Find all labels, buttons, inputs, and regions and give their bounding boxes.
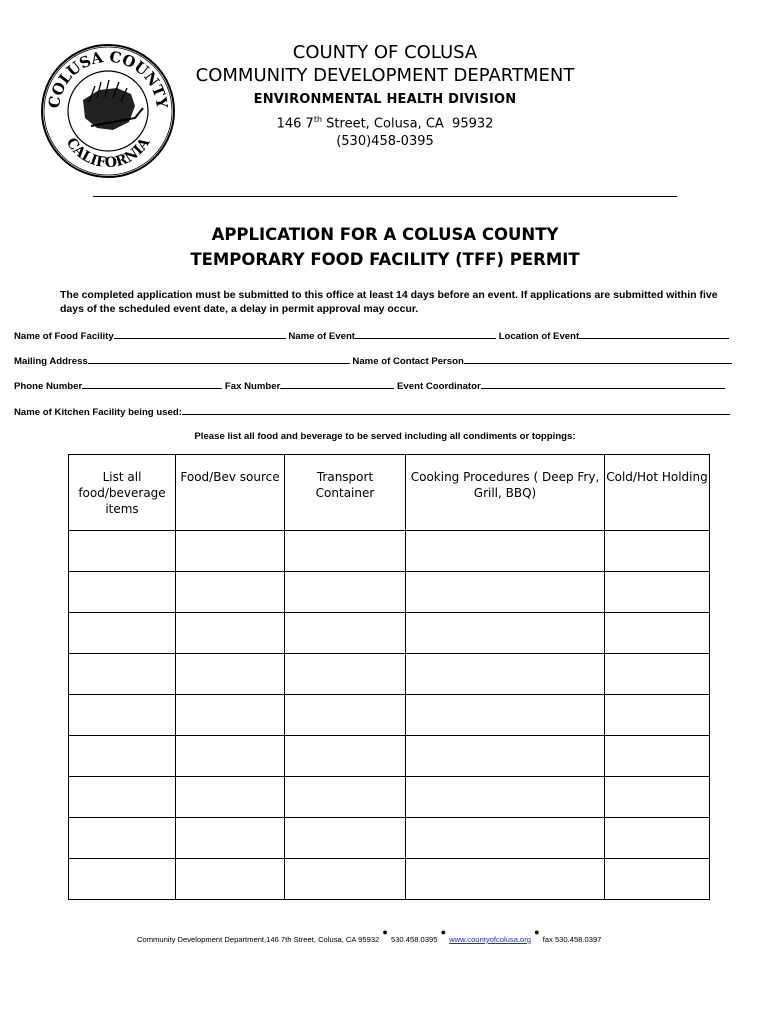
- header-divider: [93, 196, 677, 197]
- table-row: [69, 531, 710, 572]
- table-cell[interactable]: [176, 613, 285, 654]
- table-cell[interactable]: [176, 531, 285, 572]
- coordinator-field[interactable]: [481, 379, 725, 389]
- table-cell[interactable]: [176, 654, 285, 695]
- table-cell[interactable]: [176, 818, 285, 859]
- form-title-line1: APPLICATION FOR A COLUSA COUNTY: [211, 225, 559, 244]
- mailing-address-field[interactable]: [88, 354, 350, 364]
- table-cell[interactable]: [406, 777, 605, 818]
- table-row: [69, 654, 710, 695]
- table-cell[interactable]: [285, 613, 406, 654]
- table-cell[interactable]: [605, 613, 710, 654]
- seal-bottom-text: CALIFORNIA: [62, 135, 154, 172]
- county-name: COUNTY OF COLUSA: [292, 42, 478, 63]
- phone-field[interactable]: [82, 379, 222, 389]
- table-cell[interactable]: [69, 736, 176, 777]
- table-row: [69, 777, 710, 818]
- location-label: Location of Event: [498, 331, 580, 342]
- county-seal-logo: [39, 42, 177, 180]
- table-cell[interactable]: [285, 572, 406, 613]
- table-row: [69, 695, 710, 736]
- mailing-address-label: Mailing Address: [14, 356, 88, 367]
- food-table: [68, 454, 710, 900]
- table-cell[interactable]: [406, 613, 605, 654]
- table-cell[interactable]: [605, 859, 710, 900]
- food-facility-field[interactable]: [114, 329, 286, 339]
- col-transport: Transport Container: [285, 455, 406, 531]
- table-row: [69, 859, 710, 900]
- table-row: [69, 572, 710, 613]
- form-title: [100, 222, 670, 272]
- table-cell[interactable]: [605, 654, 710, 695]
- table-row: [69, 736, 710, 777]
- table-cell[interactable]: [285, 531, 406, 572]
- table-cell[interactable]: [406, 531, 605, 572]
- event-name-label: Name of Event: [288, 331, 356, 342]
- table-cell[interactable]: [605, 531, 710, 572]
- form-row-4: [14, 405, 754, 418]
- table-cell[interactable]: [605, 736, 710, 777]
- table-cell[interactable]: [285, 695, 406, 736]
- coordinator-label: Event Coordinator: [397, 381, 481, 392]
- table-cell[interactable]: [285, 777, 406, 818]
- contact-person-field[interactable]: [464, 354, 732, 364]
- food-facility-label: Name of Food Facility: [14, 331, 114, 342]
- footer-website-link[interactable]: www.countyofcolusa.org: [449, 935, 532, 944]
- table-row: [69, 613, 710, 654]
- bullet-icon: ●: [382, 927, 388, 937]
- seal-top-text: COLUSA COUNTY: [44, 47, 172, 110]
- intro-text: The completed application must be submitted to this office at least 14 days before an event. If applications are submitted within five days of the scheduled event date, a delay in permit approval may occur.: [60, 289, 718, 315]
- table-instruction: Please list all food and beverage to be served including all condiments or toppings:: [194, 431, 576, 442]
- fax-label: Fax Number: [224, 381, 281, 392]
- table-cell[interactable]: [406, 654, 605, 695]
- col-holding: Cold/Hot Holding: [605, 455, 710, 531]
- office-phone: (530)458-0395: [336, 134, 434, 150]
- event-name-field[interactable]: [355, 329, 496, 339]
- table-cell[interactable]: [605, 818, 710, 859]
- phone-label: Phone Number: [14, 381, 83, 392]
- col-cooking: Cooking Procedures ( Deep Fry, Grill, BBQ): [406, 455, 605, 531]
- table-cell[interactable]: [406, 736, 605, 777]
- table-cell[interactable]: [285, 736, 406, 777]
- table-cell[interactable]: [285, 654, 406, 695]
- table-cell[interactable]: [69, 531, 176, 572]
- col-food-items: List all food/beverage items: [69, 455, 176, 531]
- footer-fax: fax 530.458.0397: [542, 935, 602, 944]
- fax-field[interactable]: [280, 379, 394, 389]
- letterhead: [170, 42, 600, 151]
- bullet-icon: ●: [534, 927, 540, 937]
- bullet-icon: ●: [440, 927, 446, 937]
- table-cell[interactable]: [605, 777, 710, 818]
- table-cell[interactable]: [406, 572, 605, 613]
- footer: [137, 927, 657, 944]
- table-cell[interactable]: [406, 859, 605, 900]
- table-cell[interactable]: [176, 695, 285, 736]
- table-cell[interactable]: [285, 859, 406, 900]
- table-cell[interactable]: [605, 572, 710, 613]
- table-cell[interactable]: [176, 572, 285, 613]
- table-cell[interactable]: [406, 818, 605, 859]
- table-cell[interactable]: [69, 777, 176, 818]
- table-cell[interactable]: [605, 695, 710, 736]
- table-cell[interactable]: [176, 736, 285, 777]
- kitchen-label: Name of Kitchen Facility being used:: [14, 407, 182, 418]
- form-row-3: [14, 379, 754, 392]
- table-cell[interactable]: [176, 777, 285, 818]
- office-address: 146 7th Street, Colusa, CA 95932: [276, 115, 494, 132]
- form-row-1: [14, 329, 754, 342]
- table-cell[interactable]: [69, 613, 176, 654]
- table-cell[interactable]: [69, 572, 176, 613]
- col-source: Food/Bev source: [176, 455, 285, 531]
- form-title-line2: TEMPORARY FOOD FACILITY (TFF) PERMIT: [190, 250, 580, 269]
- table-cell[interactable]: [69, 695, 176, 736]
- form-row-2: [14, 354, 754, 367]
- table-cell[interactable]: [69, 859, 176, 900]
- table-cell[interactable]: [176, 859, 285, 900]
- table-cell[interactable]: [285, 818, 406, 859]
- table-row: [69, 818, 710, 859]
- department-name: COMMUNITY DEVELOPMENT DEPARTMENT: [195, 65, 575, 86]
- location-field[interactable]: [579, 329, 729, 339]
- footer-address: Community Development Department,146 7th Street, Colusa, CA 95932: [137, 935, 380, 944]
- table-cell[interactable]: [406, 695, 605, 736]
- division-name: ENVIRONMENTAL HEALTH DIVISION: [253, 92, 517, 107]
- table-cell[interactable]: [69, 654, 176, 695]
- table-cell[interactable]: [69, 818, 176, 859]
- contact-person-label: Name of Contact Person: [352, 356, 464, 367]
- table-header-row: [69, 455, 710, 531]
- kitchen-field[interactable]: [182, 405, 730, 415]
- footer-phone: 530.458.0395: [390, 935, 438, 944]
